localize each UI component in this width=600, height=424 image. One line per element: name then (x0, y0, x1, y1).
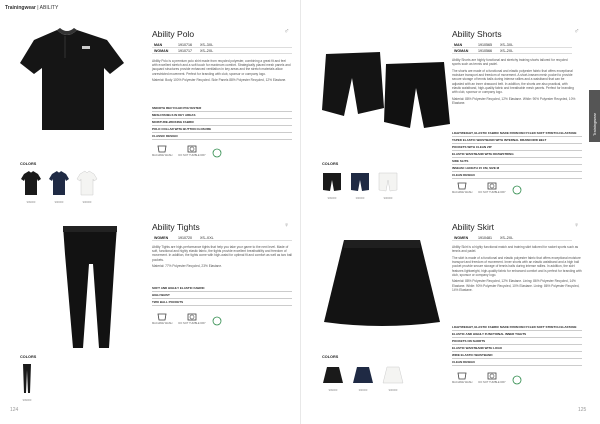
color-swatch-black[interactable]: 999000 (20, 170, 42, 204)
table-row: WOMAN 1910566 XS–2XL (452, 48, 572, 54)
feature-item: WIDE ELASTIC WAISTBAND (452, 352, 582, 359)
color-swatch-white[interactable]: 900000 (382, 366, 404, 392)
skirt-image (322, 238, 442, 328)
color-swatch-black[interactable]: 999000 (322, 172, 342, 200)
feature-item: CLEAN DESIGN (452, 172, 582, 179)
page-number-right: 125 (578, 407, 587, 413)
feature-item: POLO COLLAR WITH BUTTON CLOSURE (152, 126, 292, 133)
skirt-article-table (452, 235, 572, 241)
feature-item: ELASTIC WAISTBAND WITH DRAWSTRING (452, 151, 582, 158)
tumble-dry-icon: DO NOT TUMBLE DRY (178, 313, 205, 331)
tumble-dry-icon: DO NOT TUMBLE DRY (478, 182, 505, 200)
color-swatch-white[interactable]: 900000 (378, 172, 398, 200)
shorts-description (452, 58, 576, 108)
page-number-left: 124 (10, 407, 19, 413)
polo-image (12, 18, 132, 138)
polo-article-table (152, 42, 292, 54)
shorts-article-table (452, 42, 572, 54)
recycled-badge-icon (212, 145, 222, 163)
table-row: WOMEN 1910481 XS–2XL (452, 235, 572, 241)
recycled-badge-icon (512, 372, 522, 390)
color-swatch-black[interactable]: 999000 (322, 366, 344, 392)
color-swatch-white[interactable]: 900000 (76, 170, 98, 204)
sidebar-tab (589, 90, 600, 142)
table-row: WOMAN 1910717 XS–2XL (152, 48, 292, 54)
shorts-care-icons (452, 182, 522, 200)
tights-illustration (55, 224, 125, 350)
tights-article-table (152, 235, 292, 241)
color-swatch-black[interactable]: 999000 (22, 364, 32, 402)
polo-care-icons (152, 145, 222, 163)
feature-item: MESH PANELS IN KEY AREAS (152, 112, 292, 119)
tights-title: Ability Tights (152, 222, 200, 232)
feature-item: TAPED ELASTIC WAISTBAND WITH INTERNAL DRAWCORD BELT (452, 137, 582, 144)
color-swatch-navy[interactable]: 990000 (48, 170, 70, 204)
shorts-colors-label: COLORS (322, 162, 339, 166)
tights-description (152, 245, 292, 271)
polo-title: Ability Polo (152, 29, 195, 39)
tights-care-icons (152, 313, 222, 331)
recycled-badge-icon (212, 313, 222, 331)
shorts-illustration (322, 48, 452, 128)
female-gender-icon: ♀ (574, 222, 580, 229)
wash-icon: MACHINE WASH (152, 313, 172, 331)
tights-image (55, 224, 125, 350)
feature-item: ELASTIC WAISTBAND WITH LOGO (452, 345, 582, 352)
tights-colors-label: COLORS (20, 355, 37, 359)
color-swatch-navy[interactable]: 390000 (352, 366, 374, 392)
polo-description (152, 59, 292, 85)
feature-item: LIGHTWEIGHT, ELASTIC FABRIC MADE FROM RECYCLED SOFT STRETCH ELASTANE (452, 324, 582, 331)
recycled-badge-icon (512, 182, 522, 200)
feature-item: SIDE SLITS (452, 158, 582, 165)
feature-item: CLEAN DESIGN (452, 359, 582, 366)
skirt-care-icons (452, 372, 522, 390)
subsection-title: ABILITY (39, 5, 59, 11)
male-gender-icon: ♂ (284, 28, 290, 35)
skirt-features (452, 324, 582, 366)
description-paragraph: Ability Shorts are highly functional and stretchy training shorts tailored for recycled sports such as tennis and padel. (452, 58, 568, 67)
feature-item: SMOOTH RECYCLED POLYESTER (152, 105, 292, 112)
feature-item: HIGH WAIST (152, 292, 292, 299)
material-paragraph: Material: Body 100% Polyester Recycled. Side Panels 88% Polyester Recycled, 12% Elastane. (152, 78, 287, 83)
tumble-dry-icon: DO NOT TUMBLE DRY (478, 372, 505, 390)
feature-item: INSEAM: LENGTH 15 CM, SIZE M (452, 165, 582, 172)
description-paragraph: Ability Skirt is a highly functional match and training skirt tailored for racket sports such as tennis and padel. (452, 245, 579, 254)
table-row: MAN 1910565 XS–3XL (452, 42, 572, 48)
section-title: Trainingwear (5, 5, 36, 11)
material-paragraph: Material: 88% Polyester Recycled, 12% Elastane. While: 90% Polyester Recycled, 10% Elastane. (452, 96, 576, 105)
skirt-title: Ability Skirt (452, 222, 495, 232)
feature-item: POCKETS ON SHORTS (452, 338, 582, 345)
wash-icon: MACHINE WASH (152, 145, 172, 163)
feature-item: ELASTIC AND HIGHLY FUNCTIONAL INNER TIGHTS (452, 331, 582, 338)
table-row: WOMEN 1910720 XS–XXL (152, 235, 292, 241)
page-header (5, 5, 58, 11)
shorts-image (322, 48, 452, 128)
skirt-illustration (322, 238, 442, 328)
skirt-colors-label: COLORS (322, 355, 339, 359)
material-paragraph: Material: 88% Polyester Recycled, 12% Elastane. Lining: 86% Polyester Recycled, 14% Elastane. While: 90% Polyester Recycled, 10% Elastane. Lining: 86% Polyester Recycled, 14% Elastane. (452, 279, 580, 292)
polo-features (152, 105, 292, 140)
polo-color-swatches (20, 170, 98, 204)
shorts-title: Ability Shorts (452, 29, 502, 39)
description-paragraph: Ability Polo is a premium polo shirt made from recycled polyester, combining a great fit and feel with excellent stretch and a soft touch for maximum comfort. Strategically placed mesh panels and jacquard structures provide enhanced ventilation in key areas and the stretch materials allow unrestricted movement. Perfect for branding with club, sponsor or company logo. (152, 59, 291, 76)
skirt-description (452, 245, 582, 295)
tights-color-swatches (22, 364, 32, 402)
description-paragraph: The shorts are made of a functional and elastic polyester fabric that offers exceptional moisture transport and freedom of movement. A short-inseam mesh pocket to provide secure storage of tennis balls during intense rallies and a waistband that can be adjusted with an inner drawcord belt. In addition, the shorts are also practical, with elastic waistband, high-quality fabric and breathable mesh panels. Perfect for branding with club, sponsor or company logo. (452, 68, 574, 94)
description-paragraph: The skirt is made of a functional and elastic polyester fabric that offers exceptional moisture transport and freedom of movement. Inner shorts with an elastic waistband and a high ball pocket provide secure storage of tennis balls during intense rallies. In addition, the skirt features lightweight, high-quality fabric for enhanced comfort and is perfect for branding with club, sponsor or company logo. (452, 255, 582, 277)
table-row: MAN 1910716 XS–3XL (152, 42, 292, 48)
tights-features (152, 285, 292, 306)
header-separator: | (37, 5, 40, 11)
color-swatch-navy[interactable]: 390000 (350, 172, 370, 200)
polo-shirt-illustration (12, 18, 132, 138)
feature-item: SOFT AND HIGHLY ELASTIC FABRIC (152, 285, 292, 292)
page-gutter (300, 0, 301, 424)
feature-item: TWO BALL POCKETS (152, 299, 292, 306)
polo-colors-label: COLORS (20, 162, 37, 166)
feature-item: MOISTURE-WICKING FABRIC (152, 119, 292, 126)
male-gender-icon: ♂ (574, 28, 580, 35)
shorts-color-swatches (322, 172, 398, 200)
feature-item: CLASSIC DESIGN (152, 133, 292, 140)
material-paragraph: Material: 77% Polyester Recycled, 23% Elastane. (152, 264, 222, 269)
skirt-color-swatches (322, 366, 404, 392)
female-gender-icon: ♀ (284, 222, 290, 229)
description-paragraph: Ability Tights are high-performance tights that help you take your game to the next level. Made of soft, functional and highly elastic fabric, the tights provide excellent breathability and freedom of movement. In addition, the tights come with high-waist for optimal fit and comfort as well as two ball pockets. (152, 245, 292, 262)
sidebar-tab-label: Trainingwear (592, 113, 597, 136)
feature-item: POCKETS WITH CLEAN ZIP (452, 144, 582, 151)
feature-item: LIGHTWEIGHT, ELASTIC FABRIC MADE FROM RECYCLED SOFT STRETCH ELASTANE (452, 130, 582, 137)
tumble-dry-icon: DO NOT TUMBLE DRY (178, 145, 205, 163)
wash-icon: MACHINE WASH (452, 182, 472, 200)
wash-icon: MACHINE WASH (452, 372, 472, 390)
shorts-features (452, 130, 582, 179)
